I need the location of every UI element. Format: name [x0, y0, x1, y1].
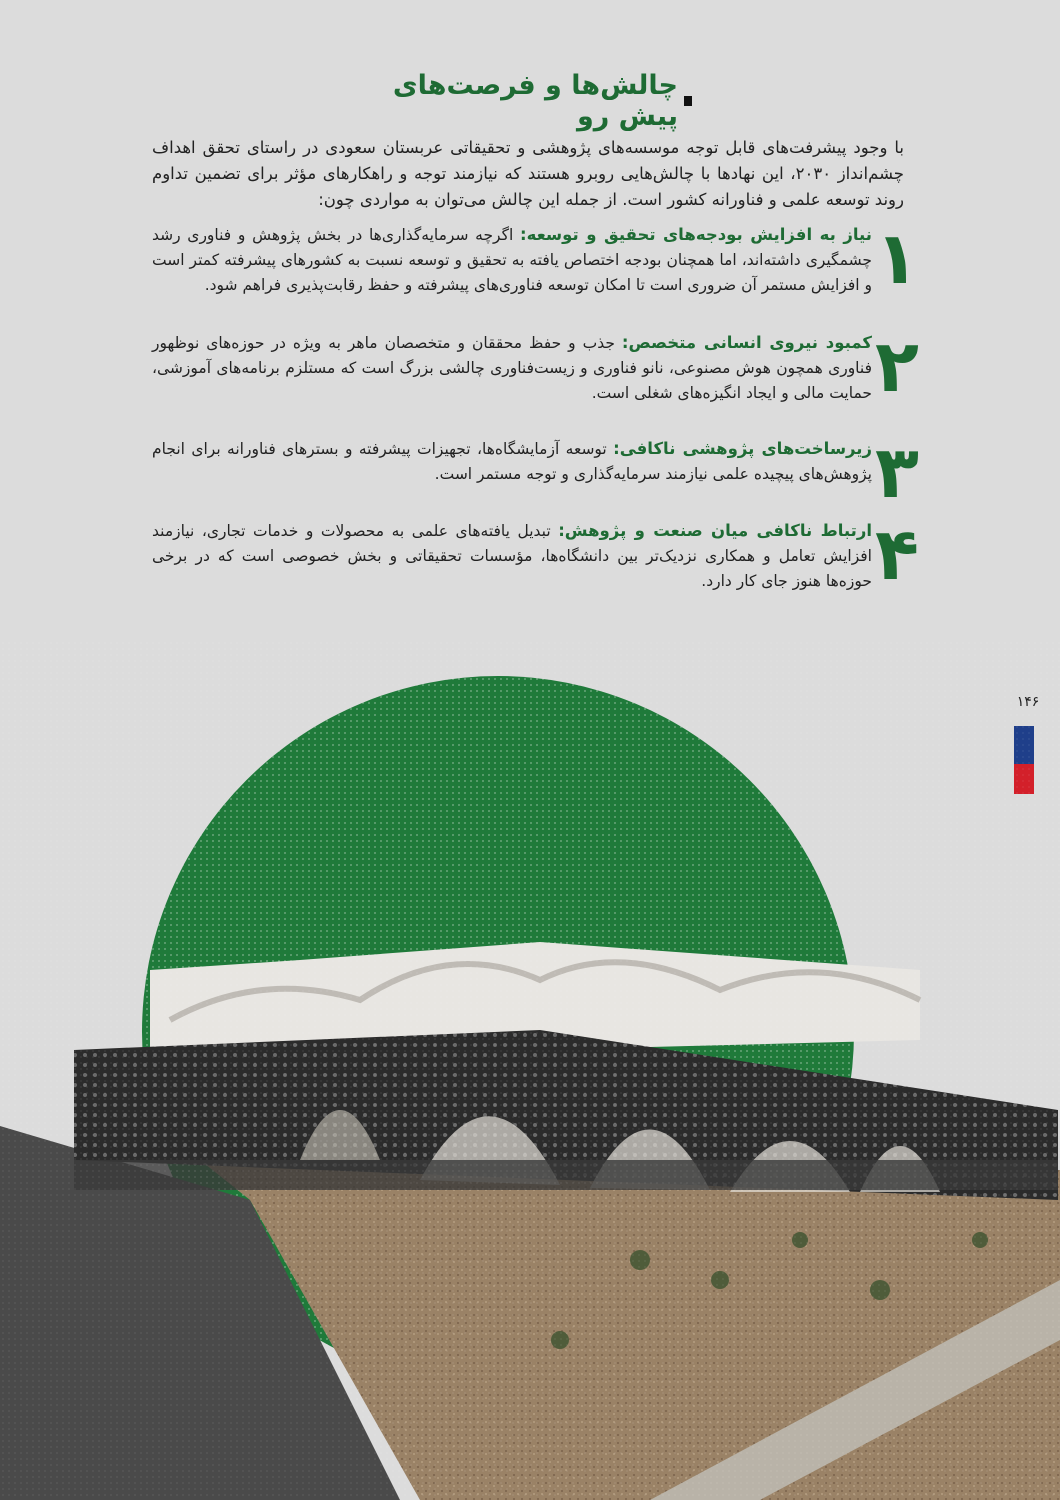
challenge-text: جذب و حفظ محققان و متخصصان ماهر به ویژه در حوزه‌های نوظهور فناوری همچون هوش مصنوعی، نانو فناوری و زیست‌فناوری چالشی بزرگ است که مستلزم برنامه‌های آموزشی، حمایت مالی و ایجاد انگیزه‌های شغلی است.	[152, 334, 872, 402]
building-illustration	[0, 640, 1060, 1500]
challenge-number: ۱	[875, 216, 919, 300]
challenge-item-1	[152, 216, 922, 300]
challenge-body	[152, 222, 872, 298]
intro-paragraph: با وجود پیشرفت‌های قابل توجه موسسه‌های پژوهشی و تحقیقاتی عربستان سعودی در راستای تحقق اهداف چشم‌انداز ۲۰۳۰، این نهادها با چالش‌هایی روبرو هستند که نیازمند توجه و راهکارهای مؤثر برای تضمین تداوم روند توسعه علمی و فناورانه کشور است. از جمله این چالش می‌توان به مواردی چون:	[152, 137, 905, 209]
challenge-number: ۳	[875, 430, 919, 514]
challenge-number: ۴	[875, 512, 919, 596]
challenge-heading: نیاز به افزایش بودجه‌های تحقیق و توسعه:	[520, 225, 872, 244]
challenge-item-4	[152, 512, 922, 596]
section-title-text: چالش‌ها و فرصت‌های پیش رو	[392, 70, 679, 132]
challenge-body	[152, 436, 872, 487]
challenge-heading: کمبود نیروی انسانی متخصص:	[621, 333, 872, 352]
section-title	[362, 70, 692, 132]
challenge-text: اگرچه سرمایه‌گذاری‌ها در بخش پژوهش و فناوری رشد چشمگیری داشته‌اند، اما همچنان بودجه اختصاص یافته به تحقیق و توسعه نسبت به کشورهای پیشرفته کمتر است و افزایش مستمر آن ضروری است تا امکان توسعه فناوری‌های پیشرفته و حفظ رقابت‌پذیری فراهم شود.	[152, 226, 872, 294]
challenge-item-3	[152, 430, 922, 514]
title-bullet	[684, 96, 692, 106]
challenge-heading: ارتباط ناکافی میان صنعت و پژوهش:	[558, 521, 872, 540]
challenge-text: توسعه آزمایشگاه‌ها، تجهیزات پیشرفته و بسترهای فناورانه برای انجام پژوهش‌های پیچیده علمی نیازمند سرمایه‌گذاری و توجه مستمر است.	[152, 440, 872, 483]
challenge-heading: زیرساخت‌های پژوهشی ناکافی:	[613, 439, 873, 458]
page-number: ۱۴۶	[1016, 694, 1040, 710]
challenge-number: ۲	[875, 324, 919, 408]
challenge-item-2	[152, 324, 922, 408]
challenge-body	[152, 518, 872, 594]
challenge-text: تبدیل یافته‌های علمی به محصولات و خدمات تجاری، نیازمند افزایش تعامل و همکاری نزدیک‌تر بین دانشگاه‌ها، مؤسسات تحقیقاتی و بخش خصوصی است که در برخی حوزه‌ها هنوز جای کار دارد.	[152, 522, 872, 590]
challenge-body	[152, 330, 872, 406]
